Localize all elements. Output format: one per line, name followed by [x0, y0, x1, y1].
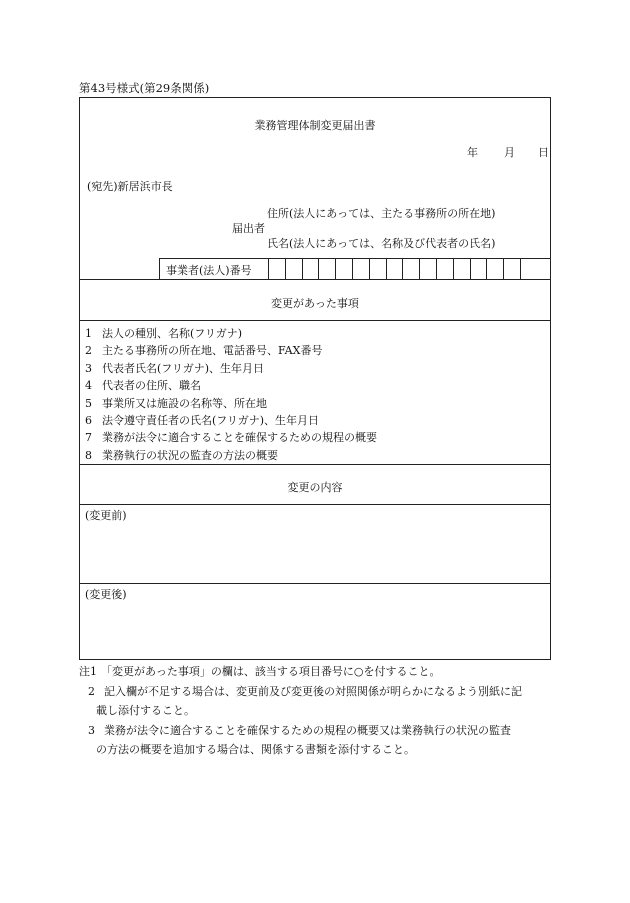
business-number-digit[interactable] [402, 259, 419, 279]
date-month: 月 [504, 146, 515, 159]
business-number-digit[interactable] [453, 259, 470, 279]
business-number-digit[interactable] [386, 259, 403, 279]
before-label: (変更前) [85, 509, 127, 522]
list-item[interactable]: 6 法令遵守責任者の氏名(フリガナ)、生年月日 [85, 413, 320, 427]
business-number-digit[interactable] [268, 259, 285, 279]
changed-items-list [85, 325, 377, 464]
note-1: 注1 「変更があった事項」の欄は、該当する項目番号に○を付すること。 [79, 665, 441, 678]
note-2: 2 記入欄が不足する場合は、変更前及び変更後の対照関係が明らかになるよう別紙に記 [88, 684, 522, 698]
business-number-digit[interactable] [503, 259, 520, 279]
business-number-digit[interactable] [486, 259, 503, 279]
note-2-continued: 載し添付すること。 [96, 704, 195, 717]
business-number-digit[interactable] [419, 259, 436, 279]
list-item[interactable]: 7 業務が法令に適合することを確保するための規程の概要 [85, 431, 377, 445]
applicant-label: 届出者 [232, 222, 265, 235]
addressee: (宛先)新居浜市長 [87, 180, 173, 193]
list-item[interactable]: 3 代表者氏名(フリガナ)、生年月日 [85, 361, 265, 375]
form-number: 第43号様式(第29条関係) [79, 81, 210, 95]
list-item[interactable]: 2 主たる事務所の所在地、電話番号、FAX番号 [85, 344, 323, 358]
note-3-continued: の方法の概要を追加する場合は、関係する書類を添付すること。 [96, 743, 415, 756]
business-number-digit[interactable] [520, 259, 537, 279]
applicant-address-label: 住所(法人にあっては、主たる事務所の所在地) [267, 207, 496, 220]
note-3: 3 業務が法令に適合することを確保するための規程の概要又は業務執行の状況の監査 [88, 723, 511, 737]
list-item[interactable]: 8 業務執行の状況の監査の方法の概要 [85, 448, 278, 462]
date-day: 日 [538, 146, 549, 159]
business-number-digit[interactable] [369, 259, 386, 279]
business-number-label-cell [159, 259, 268, 279]
business-number-digit[interactable] [302, 259, 319, 279]
business-number-digit[interactable] [470, 259, 487, 279]
business-number-input[interactable] [268, 259, 537, 279]
applicant-name-label: 氏名(法人にあっては、名称及び代表者の氏名) [267, 237, 496, 250]
list-item[interactable]: 4 代表者の住所、職名 [85, 379, 201, 393]
business-number-digit[interactable] [335, 259, 352, 279]
business-number-digit[interactable] [352, 259, 369, 279]
form-title: 業務管理体制変更届出書 [254, 119, 376, 132]
changed-items-heading: 変更があった事項 [271, 297, 359, 310]
notes [79, 662, 551, 760]
business-number-digit[interactable] [436, 259, 453, 279]
business-number-label: 事業者(法人)番号 [166, 264, 252, 277]
list-item[interactable]: 5 事業所又は施設の名称等、所在地 [85, 396, 267, 410]
after-label: (変更後) [85, 588, 127, 601]
business-number-digit[interactable] [318, 259, 335, 279]
business-number-digit[interactable] [285, 259, 302, 279]
list-item[interactable]: 1 法人の種別、名称(フリガナ) [85, 327, 243, 340]
notification-form [79, 97, 551, 660]
before-content-field[interactable] [80, 523, 550, 583]
after-content-field[interactable] [80, 602, 550, 659]
date-year: 年 [467, 146, 478, 159]
change-content-heading: 変更の内容 [287, 481, 343, 494]
